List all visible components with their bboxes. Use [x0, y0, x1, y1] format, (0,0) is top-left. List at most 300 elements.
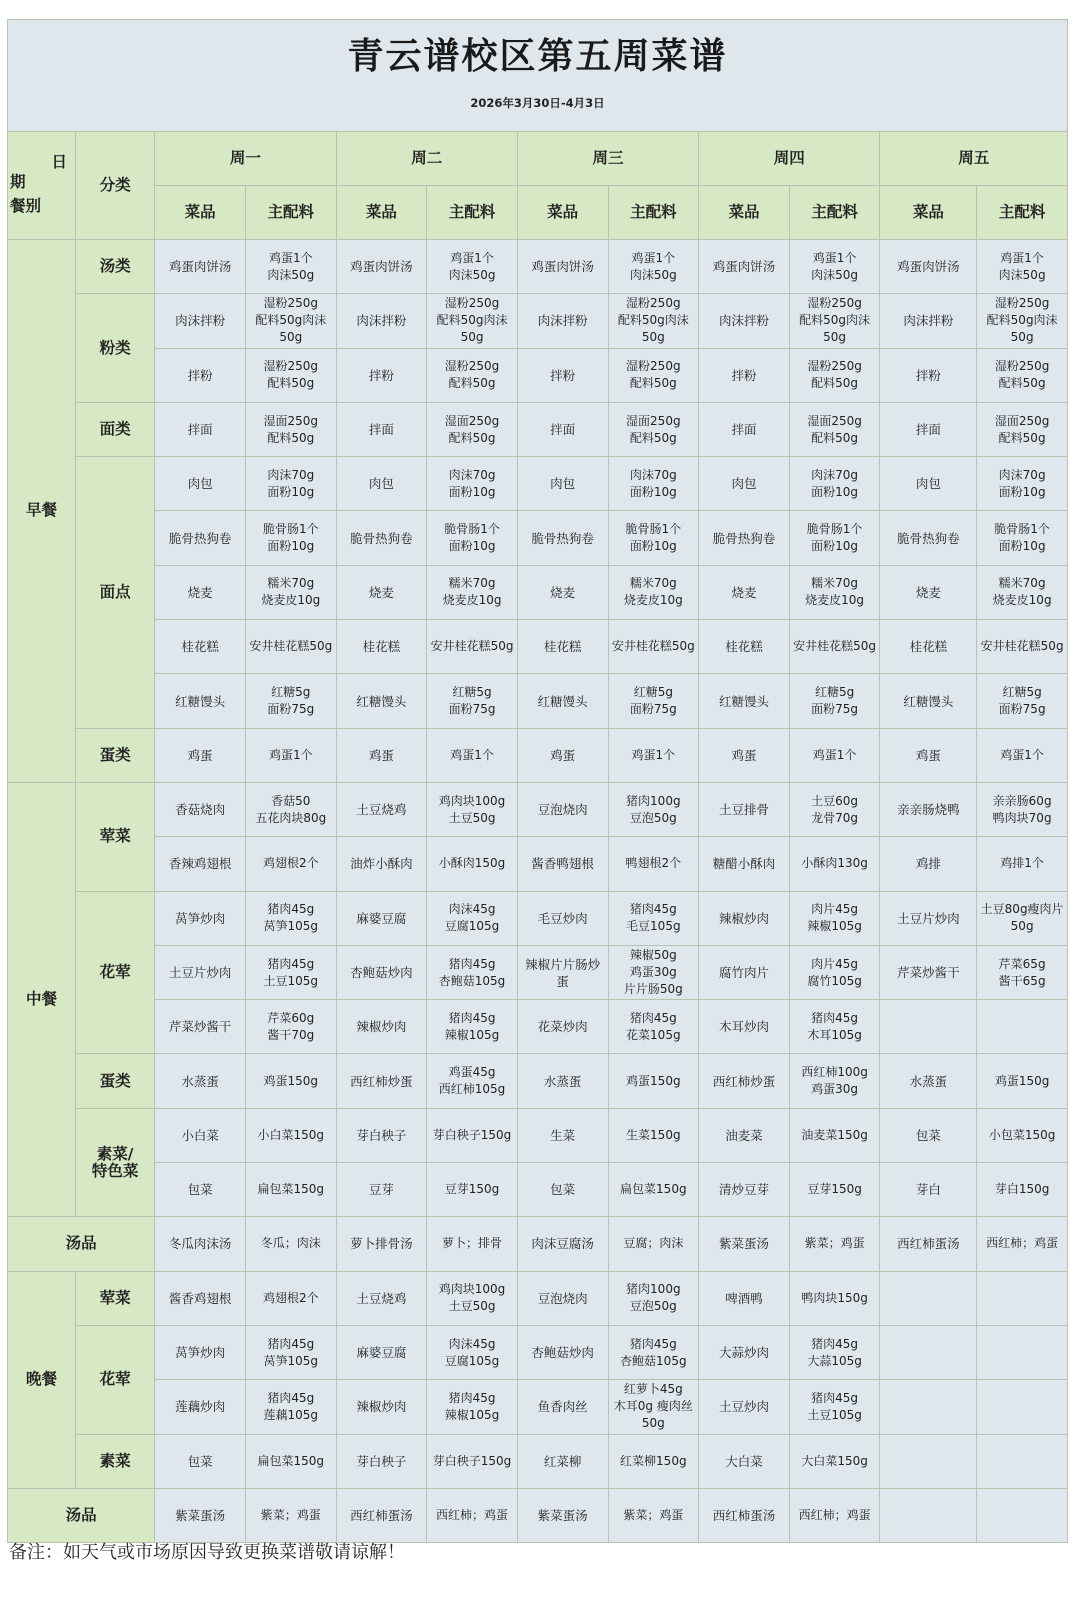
dish-ingredients: 湿粉250g 配料50g: [608, 348, 699, 402]
dish-name: 啤酒鸭: [699, 1271, 790, 1325]
menu-row: [8, 728, 1068, 782]
soup-section-label: 汤品: [8, 1217, 155, 1271]
dish-name: 拌粉: [517, 348, 608, 402]
dish-name: 鸡蛋肉饼汤: [155, 240, 246, 294]
dish-header: 菜品: [336, 186, 427, 240]
dish-ingredients: 糯米70g 烧麦皮10g: [608, 565, 699, 619]
dish-name: 鸡蛋肉饼汤: [699, 240, 790, 294]
dish-name: 鸡蛋: [517, 728, 608, 782]
dish-ingredients: 鸡蛋150g: [977, 1054, 1068, 1108]
dish-ingredients: 鸡蛋1个: [608, 728, 699, 782]
dish-name: 辣椒炒肉: [336, 1000, 427, 1054]
dish-ingredients: 鸡翅根2个: [245, 1271, 336, 1325]
dish-ingredients: 安井桂花糕50g: [427, 620, 518, 674]
dish-header: 菜品: [880, 186, 977, 240]
dish-name: 芹菜炒酱干: [155, 1000, 246, 1054]
dish-ingredients: 鸡蛋150g: [608, 1054, 699, 1108]
soup-section-label: 汤品: [8, 1488, 155, 1542]
dish-name: 豆芽: [336, 1163, 427, 1217]
dish-ingredients: 鸡肉块100g 土豆50g: [427, 782, 518, 836]
dish-ingredients: 猪肉45g 杏鲍菇105g: [427, 945, 518, 999]
dish-name: 杏鲍菇炒肉: [336, 945, 427, 999]
dish-ingredients: [977, 1000, 1068, 1054]
dish-ingredients: 鸡蛋45g 西红柿105g: [427, 1054, 518, 1108]
dish-name: 红糖馒头: [155, 674, 246, 728]
dish-name: 脆骨热狗卷: [336, 511, 427, 565]
dish-ingredients: 湿粉250g 配料50g: [789, 348, 880, 402]
dish-name: 西红柿蛋汤: [336, 1488, 427, 1542]
dish-ingredients: 糯米70g 烧麦皮10g: [977, 565, 1068, 619]
dish-header: 菜品: [517, 186, 608, 240]
ingredient-header: 主配料: [977, 186, 1068, 240]
dish-name: 拌粉: [336, 348, 427, 402]
dish-ingredients: 西红柿；鸡蛋: [789, 1488, 880, 1542]
dish-ingredients: 肉沫45g 豆腐105g: [427, 1325, 518, 1379]
dish-ingredients: 芽白秧子150g: [427, 1434, 518, 1488]
dish-ingredients: 猪肉45g 辣椒105g: [427, 1380, 518, 1434]
dish-ingredients: 鸭肉块150g: [789, 1271, 880, 1325]
dish-name: 土豆排骨: [699, 782, 790, 836]
dish-ingredients: 小白菜150g: [245, 1108, 336, 1162]
category-label: 素菜: [75, 1434, 154, 1488]
dish-ingredients: 脆骨肠1个 面粉10g: [789, 511, 880, 565]
dish-name: 芽白: [880, 1163, 977, 1217]
menu-row: [8, 348, 1068, 402]
category-label: 素菜/ 特色菜: [75, 1108, 154, 1217]
menu-row: [8, 240, 1068, 294]
dish-ingredients: [977, 1488, 1068, 1542]
corner-day-label: 日: [51, 153, 67, 171]
dish-ingredients: 肉片45g 腐竹105g: [789, 945, 880, 999]
dish-ingredients: 猪肉100g 豆泡50g: [608, 782, 699, 836]
dish-ingredients: 湿面250g 配料50g: [427, 402, 518, 456]
dish-ingredients: 鸡蛋150g: [245, 1054, 336, 1108]
dish-name: 毛豆炒肉: [517, 891, 608, 945]
dish-name: 肉沫拌粉: [880, 294, 977, 348]
dish-name: 冬瓜肉沫汤: [155, 1217, 246, 1271]
dish-name: 脆骨热狗卷: [880, 511, 977, 565]
dish-ingredients: 猪肉45g 花菜105g: [608, 1000, 699, 1054]
dish-ingredients: 豆芽150g: [789, 1163, 880, 1217]
dish-name: 麻婆豆腐: [336, 891, 427, 945]
dish-name: 土豆片炒肉: [155, 945, 246, 999]
dish-name: 亲亲肠烧鸭: [880, 782, 977, 836]
category-label: 面类: [75, 402, 154, 456]
dish-header: 菜品: [699, 186, 790, 240]
dish-name: 桂花糕: [517, 620, 608, 674]
ingredient-header: 主配料: [245, 186, 336, 240]
dish-name: 莴笋炒肉: [155, 891, 246, 945]
corner-meal-label: 餐别: [10, 197, 42, 215]
dish-name: [880, 1000, 977, 1054]
dish-ingredients: 鸡排1个: [977, 837, 1068, 891]
dish-ingredients: 鸡肉块100g 土豆50g: [427, 1271, 518, 1325]
dish-name: 鸡蛋: [880, 728, 977, 782]
dish-ingredients: 脆骨肠1个 面粉10g: [427, 511, 518, 565]
dish-name: [880, 1271, 977, 1325]
dish-ingredients: 安井桂花糕50g: [608, 620, 699, 674]
dish-name: [880, 1325, 977, 1379]
dish-name: [880, 1380, 977, 1434]
menu-row: [8, 945, 1068, 999]
dish-ingredients: 扁包菜150g: [245, 1163, 336, 1217]
dish-name: 辣椒炒肉: [699, 891, 790, 945]
dish-ingredients: [977, 1380, 1068, 1434]
dish-ingredients: 油麦菜150g: [789, 1108, 880, 1162]
dish-ingredients: 鸡蛋1个 肉沫50g: [427, 240, 518, 294]
dish-name: 拌面: [880, 402, 977, 456]
dish-ingredients: 土豆80g瘦肉片 50g: [977, 891, 1068, 945]
dish-ingredients: 湿粉250g 配料50g: [427, 348, 518, 402]
dish-ingredients: 冬瓜；肉沫: [245, 1217, 336, 1271]
dish-name: 油麦菜: [699, 1108, 790, 1162]
dish-ingredients: 湿面250g 配料50g: [608, 402, 699, 456]
dish-ingredients: 紫菜；鸡蛋: [789, 1217, 880, 1271]
dish-ingredients: 肉沫70g 面粉10g: [608, 457, 699, 511]
dish-name: [880, 1434, 977, 1488]
dish-ingredients: 芽白150g: [977, 1163, 1068, 1217]
category-label: 面点: [75, 457, 154, 728]
menu-row: [8, 1488, 1068, 1542]
dish-ingredients: 芹菜65g 酱干65g: [977, 945, 1068, 999]
dish-ingredients: 红菜柳150g: [608, 1434, 699, 1488]
dish-ingredients: 扁包菜150g: [608, 1163, 699, 1217]
dish-name: 拌粉: [155, 348, 246, 402]
menu-row: [8, 565, 1068, 619]
menu-table: [7, 19, 1068, 1543]
dish-name: 肉包: [336, 457, 427, 511]
dish-ingredients: 猪肉45g 毛豆105g: [608, 891, 699, 945]
dish-ingredients: 脆骨肠1个 面粉10g: [245, 511, 336, 565]
dish-ingredients: 鸡翅根2个: [245, 837, 336, 891]
dish-name: 桂花糕: [336, 620, 427, 674]
dish-name: 包菜: [880, 1108, 977, 1162]
dish-name: 烧麦: [517, 565, 608, 619]
dish-name: 莲藕炒肉: [155, 1380, 246, 1434]
dish-ingredients: 红糖5g 面粉75g: [977, 674, 1068, 728]
dish-ingredients: 西红柿；鸡蛋: [977, 1217, 1068, 1271]
day-header-fri: 周五: [880, 132, 1068, 186]
dish-ingredients: 西红柿100g 鸡蛋30g: [789, 1054, 880, 1108]
dish-name: 红糖馒头: [336, 674, 427, 728]
dish-ingredients: 猪肉100g 豆泡50g: [608, 1271, 699, 1325]
menu-row: [8, 1000, 1068, 1054]
dish-ingredients: 辣椒50g 鸡蛋30g 片片肠50g: [608, 945, 699, 999]
dish-ingredients: 鸡蛋1个: [789, 728, 880, 782]
dish-name: 土豆烧鸡: [336, 782, 427, 836]
dish-name: 拌面: [336, 402, 427, 456]
footer-note: 备注：如天气或市场原因导致更换菜谱敬请谅解！: [9, 1542, 405, 1563]
dish-ingredients: 猪肉45g 大蒜105g: [789, 1325, 880, 1379]
category-label: 花荤: [75, 1325, 154, 1434]
dish-ingredients: 鸡蛋1个 肉沫50g: [789, 240, 880, 294]
dish-name: 紫菜蛋汤: [517, 1488, 608, 1542]
dish-ingredients: 鸡蛋1个: [977, 728, 1068, 782]
day-header-wed: 周三: [517, 132, 698, 186]
dish-ingredients: 土豆60g 龙骨70g: [789, 782, 880, 836]
dish-name: [880, 1488, 977, 1542]
dish-name: 肉沫拌粉: [517, 294, 608, 348]
dish-name: 桂花糕: [880, 620, 977, 674]
dish-name: 脆骨热狗卷: [517, 511, 608, 565]
menu-row: [8, 457, 1068, 511]
dish-name: 辣椒炒肉: [336, 1380, 427, 1434]
dish-ingredients: 红萝卜45g 木耳0g 瘦肉丝 50g: [608, 1380, 699, 1434]
dish-ingredients: 湿粉250g 配料50g: [245, 348, 336, 402]
date-range: 2026年3月30日-4月3日: [470, 95, 605, 110]
dish-ingredients: 肉沫70g 面粉10g: [245, 457, 336, 511]
dish-name: 水蒸蛋: [880, 1054, 977, 1108]
dish-ingredients: 猪肉45g 土豆105g: [789, 1380, 880, 1434]
menu-row: [8, 294, 1068, 348]
dish-ingredients: 安井桂花糕50g: [245, 620, 336, 674]
dish-ingredients: 湿粉250g 配料50g: [977, 348, 1068, 402]
dish-ingredients: 肉片45g 辣椒105g: [789, 891, 880, 945]
dish-ingredients: [977, 1434, 1068, 1488]
dish-name: 芹菜炒酱干: [880, 945, 977, 999]
corner-header: [8, 132, 76, 240]
dish-ingredients: 芹菜60g 酱干70g: [245, 1000, 336, 1054]
menu-row: [8, 1325, 1068, 1379]
dish-ingredients: 大白菜150g: [789, 1434, 880, 1488]
dish-name: 腐竹肉片: [699, 945, 790, 999]
dish-name: 肉包: [699, 457, 790, 511]
dish-name: 红糖馒头: [517, 674, 608, 728]
dish-ingredients: 脆骨肠1个 面粉10g: [977, 511, 1068, 565]
dish-ingredients: 湿面250g 配料50g: [245, 402, 336, 456]
dish-name: 芽白秧子: [336, 1434, 427, 1488]
dish-ingredients: 鸡蛋1个 肉沫50g: [977, 240, 1068, 294]
dish-ingredients: 糯米70g 烧麦皮10g: [427, 565, 518, 619]
menu-row: [8, 620, 1068, 674]
dish-name: 大蒜炒肉: [699, 1325, 790, 1379]
dish-name: 西红柿炒蛋: [336, 1054, 427, 1108]
dish-name: 香菇烧肉: [155, 782, 246, 836]
dish-name: 鸡蛋肉饼汤: [880, 240, 977, 294]
dish-name: 拌粉: [880, 348, 977, 402]
dish-name: 香辣鸡翅根: [155, 837, 246, 891]
dish-name: 紫菜蛋汤: [699, 1217, 790, 1271]
dish-name: 杏鲍菇炒肉: [517, 1325, 608, 1379]
dish-name: 肉包: [517, 457, 608, 511]
dish-ingredients: 肉沫70g 面粉10g: [977, 457, 1068, 511]
dish-name: 红糖馒头: [699, 674, 790, 728]
ingredient-header: 主配料: [608, 186, 699, 240]
dish-ingredients: 肉沫70g 面粉10g: [427, 457, 518, 511]
dish-name: 烧麦: [336, 565, 427, 619]
dish-ingredients: 湿粉250g 配料50g肉沫 50g: [608, 294, 699, 348]
dish-name: 土豆烧鸡: [336, 1271, 427, 1325]
dish-name: 红菜柳: [517, 1434, 608, 1488]
dish-ingredients: 豆腐；肉沫: [608, 1217, 699, 1271]
dish-name: 水蒸蛋: [155, 1054, 246, 1108]
dish-name: 包菜: [155, 1163, 246, 1217]
dish-ingredients: 红糖5g 面粉75g: [608, 674, 699, 728]
dish-name: 鸡蛋: [336, 728, 427, 782]
dish-name: 鸡蛋肉饼汤: [336, 240, 427, 294]
dish-name: 西红柿炒蛋: [699, 1054, 790, 1108]
dish-name: 桂花糕: [699, 620, 790, 674]
dish-name: 肉沫拌粉: [155, 294, 246, 348]
page-title: 青云谱校区第五周菜谱: [347, 35, 728, 77]
dish-ingredients: 脆骨肠1个 面粉10g: [608, 511, 699, 565]
dish-name: 烧麦: [699, 565, 790, 619]
dish-name: 肉包: [880, 457, 977, 511]
dish-name: 鸡蛋: [699, 728, 790, 782]
dish-name: 包菜: [517, 1163, 608, 1217]
dish-ingredients: 豆芽150g: [427, 1163, 518, 1217]
dish-name: 烧麦: [880, 565, 977, 619]
dish-ingredients: 猪肉45g 土豆105g: [245, 945, 336, 999]
dish-ingredients: 鸡蛋1个 肉沫50g: [608, 240, 699, 294]
menu-row: [8, 511, 1068, 565]
menu-row: [8, 674, 1068, 728]
dish-ingredients: 猪肉45g 莴笋105g: [245, 1325, 336, 1379]
dish-name: 烧麦: [155, 565, 246, 619]
menu-row: [8, 1054, 1068, 1108]
menu-row: [8, 1271, 1068, 1325]
dish-name: 辣椒片片肠炒 蛋: [517, 945, 608, 999]
dish-ingredients: [977, 1271, 1068, 1325]
dish-ingredients: 小酥肉150g: [427, 837, 518, 891]
menu-row: [8, 1108, 1068, 1162]
dish-ingredients: 猪肉45g 莴笋105g: [245, 891, 336, 945]
category-header: 分类: [75, 132, 154, 240]
category-label: 汤类: [75, 240, 154, 294]
dish-ingredients: 萝卜；排骨: [427, 1217, 518, 1271]
menu-row: [8, 837, 1068, 891]
category-label: 蛋类: [75, 1054, 154, 1108]
dish-name: 酱香鸭翅根: [517, 837, 608, 891]
dish-ingredients: 猪肉45g 杏鲍菇105g: [608, 1325, 699, 1379]
category-label: 粉类: [75, 294, 154, 403]
dish-name: 生菜: [517, 1108, 608, 1162]
dish-ingredients: 鸡蛋1个: [245, 728, 336, 782]
dish-ingredients: 扁包菜150g: [245, 1434, 336, 1488]
dish-name: 拌粉: [699, 348, 790, 402]
dish-ingredients: 芽白秧子150g: [427, 1108, 518, 1162]
dish-name: 大白菜: [699, 1434, 790, 1488]
dish-ingredients: 安井桂花糕50g: [977, 620, 1068, 674]
category-label: 蛋类: [75, 728, 154, 782]
dish-ingredients: 湿面250g 配料50g: [789, 402, 880, 456]
dish-ingredients: 肉沫45g 豆腐105g: [427, 891, 518, 945]
dish-name: 鸡蛋: [155, 728, 246, 782]
dish-name: 豆泡烧肉: [517, 782, 608, 836]
category-label: 荤菜: [75, 782, 154, 891]
category-label: 花荤: [75, 891, 154, 1054]
menu-row: [8, 1434, 1068, 1488]
dish-name: 拌面: [517, 402, 608, 456]
dish-name: 水蒸蛋: [517, 1054, 608, 1108]
dish-name: 芽白秧子: [336, 1108, 427, 1162]
dish-name: 红糖馒头: [880, 674, 977, 728]
dish-name: 小白菜: [155, 1108, 246, 1162]
dish-ingredients: 小包菜150g: [977, 1108, 1068, 1162]
dish-name: 鸡蛋肉饼汤: [517, 240, 608, 294]
dish-ingredients: 肉沫70g 面粉10g: [789, 457, 880, 511]
menu-row: [8, 1163, 1068, 1217]
menu-row: [8, 891, 1068, 945]
dish-name: 鱼香肉丝: [517, 1380, 608, 1434]
dish-name: 莴笋炒肉: [155, 1325, 246, 1379]
dish-name: 油炸小酥肉: [336, 837, 427, 891]
dish-name: 西红柿蛋汤: [880, 1217, 977, 1271]
day-header-mon: 周一: [155, 132, 336, 186]
dish-name: 酱香鸡翅根: [155, 1271, 246, 1325]
day-header-tue: 周二: [336, 132, 517, 186]
dish-name: 鸡排: [880, 837, 977, 891]
category-label: 荤菜: [75, 1271, 154, 1325]
menu-row: [8, 1380, 1068, 1434]
ingredient-header: 主配料: [789, 186, 880, 240]
title-block: [8, 20, 1068, 132]
dish-ingredients: 湿粉250g 配料50g肉沫 50g: [427, 294, 518, 348]
dish-ingredients: 亲亲肠60g 鸭肉块70g: [977, 782, 1068, 836]
dish-name: 麻婆豆腐: [336, 1325, 427, 1379]
dish-name: 紫菜蛋汤: [155, 1488, 246, 1542]
dish-ingredients: 红糖5g 面粉75g: [245, 674, 336, 728]
dish-ingredients: 猪肉45g 莲藕105g: [245, 1380, 336, 1434]
dish-ingredients: 鸡蛋1个: [427, 728, 518, 782]
dish-name: 桂花糕: [155, 620, 246, 674]
dish-ingredients: 糯米70g 烧麦皮10g: [789, 565, 880, 619]
dish-ingredients: 红糖5g 面粉75g: [427, 674, 518, 728]
corner-period-label: 期: [10, 173, 26, 191]
dish-name: 拌面: [155, 402, 246, 456]
dish-name: 脆骨热狗卷: [699, 511, 790, 565]
dish-name: 拌面: [699, 402, 790, 456]
dish-ingredients: 湿粉250g 配料50g肉沫 50g: [245, 294, 336, 348]
dish-name: 土豆炒肉: [699, 1380, 790, 1434]
dish-name: 糖醋小酥肉: [699, 837, 790, 891]
dish-name: 清炒豆芽: [699, 1163, 790, 1217]
dish-name: 肉沫拌粉: [699, 294, 790, 348]
dish-name: 土豆片炒肉: [880, 891, 977, 945]
dish-ingredients: 鸡蛋1个 肉沫50g: [245, 240, 336, 294]
menu-row: [8, 782, 1068, 836]
dish-name: 肉沫豆腐汤: [517, 1217, 608, 1271]
dish-ingredients: 红糖5g 面粉75g: [789, 674, 880, 728]
menu-row: [8, 1217, 1068, 1271]
dish-ingredients: 湿粉250g 配料50g肉沫 50g: [977, 294, 1068, 348]
dish-name: 西红柿蛋汤: [699, 1488, 790, 1542]
meal-label: 中餐: [8, 782, 76, 1216]
menu-row: [8, 402, 1068, 456]
dish-name: 肉包: [155, 457, 246, 511]
dish-ingredients: 湿粉250g 配料50g肉沫 50g: [789, 294, 880, 348]
dish-name: 萝卜排骨汤: [336, 1217, 427, 1271]
dish-name: 豆泡烧肉: [517, 1271, 608, 1325]
dish-ingredients: 西红柿；鸡蛋: [427, 1488, 518, 1542]
dish-ingredients: 糯米70g 烧麦皮10g: [245, 565, 336, 619]
meal-label: 晚餐: [8, 1271, 76, 1488]
dish-name: 木耳炒肉: [699, 1000, 790, 1054]
meal-label: 早餐: [8, 240, 76, 783]
dish-ingredients: 鸭翅根2个: [608, 837, 699, 891]
ingredient-header: 主配料: [427, 186, 518, 240]
dish-name: 包菜: [155, 1434, 246, 1488]
dish-header: 菜品: [155, 186, 246, 240]
dish-name: 脆骨热狗卷: [155, 511, 246, 565]
dish-name: 花菜炒肉: [517, 1000, 608, 1054]
dish-ingredients: 紫菜；鸡蛋: [245, 1488, 336, 1542]
dish-ingredients: 香菇50 五花肉块80g: [245, 782, 336, 836]
dish-ingredients: 小酥肉130g: [789, 837, 880, 891]
dish-ingredients: 猪肉45g 辣椒105g: [427, 1000, 518, 1054]
dish-ingredients: 猪肉45g 木耳105g: [789, 1000, 880, 1054]
dish-name: 肉沫拌粉: [336, 294, 427, 348]
